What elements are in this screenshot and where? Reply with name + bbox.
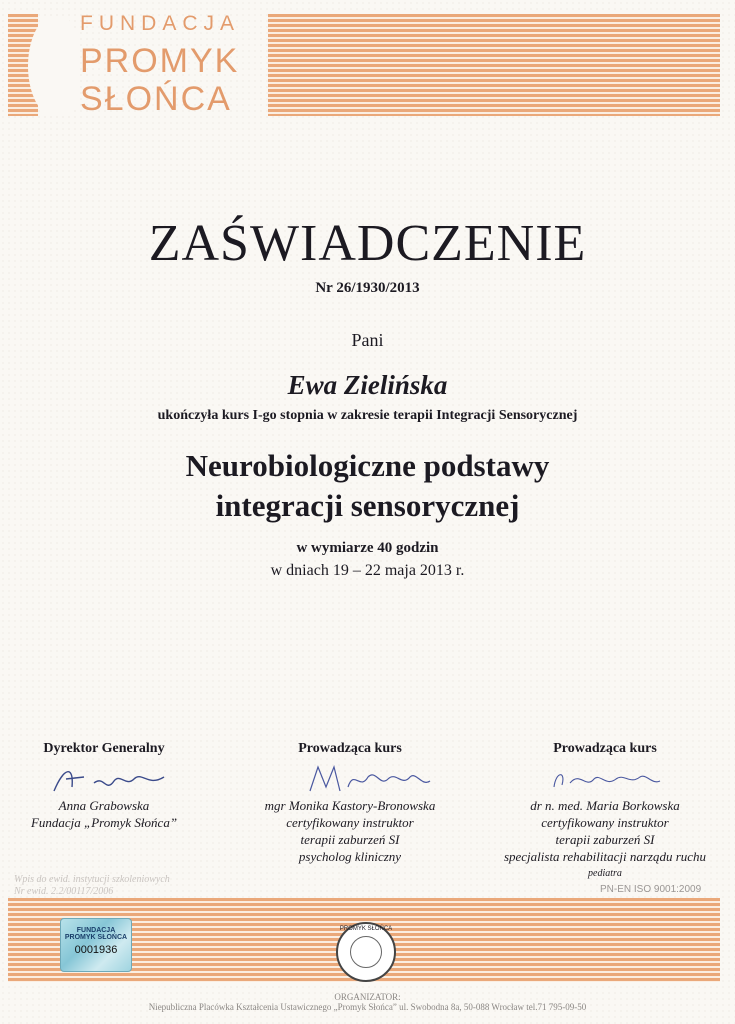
seal-inner-circle xyxy=(350,936,382,968)
signature-block-instructor-1 xyxy=(230,740,470,865)
completion-statement: ukończyła kurs I-go stopnia w zakresie terapii Integracji Sensorycznej xyxy=(157,408,578,423)
logo-line-3: SŁOŃCA xyxy=(80,80,232,118)
course-dates: w dniach 19 – 22 maja 2013 r. xyxy=(270,562,465,579)
logo-line-2: PROMYK xyxy=(80,42,240,80)
signature-title: terapii zaburzeń SI xyxy=(300,832,400,847)
signature-name: Anna Grabowska xyxy=(58,798,150,813)
hologram-line-1: FUNDACJA xyxy=(76,927,116,934)
handwritten-signature-icon xyxy=(14,757,194,797)
registry-line-1: Wpis do ewid. instytucji szkoleniowych xyxy=(14,874,170,885)
recipient-name: Ewa Zielińska xyxy=(287,370,448,400)
course-hours: w wymiarze 40 godzin xyxy=(296,540,439,556)
salutation: Pani xyxy=(351,330,384,350)
signature-role: Prowadząca kurs xyxy=(553,741,657,756)
signature-title: specjalista rehabilitacji narządu ruchu xyxy=(503,849,707,864)
hologram-line-2: PROMYK SŁOŃCA xyxy=(64,934,128,941)
iso-certification: PN-EN ISO 9001:2009 xyxy=(600,884,702,895)
hologram-number: 0001936 xyxy=(74,944,118,956)
certificate-number: Nr 26/1930/2013 xyxy=(315,280,420,296)
signature-role: Prowadząca kurs xyxy=(298,741,402,756)
handwritten-signature-icon xyxy=(230,757,470,797)
registry-note xyxy=(14,874,170,898)
seal-stamp-icon xyxy=(336,922,396,982)
organizer-label: ORGANIZATOR: xyxy=(334,992,401,1002)
signature-block-director xyxy=(14,740,194,831)
course-title-line-2: integracji sensorycznej xyxy=(215,488,520,523)
registry-line-2: Nr ewid. 2.2/00117/2006 xyxy=(14,886,114,897)
signature-title: pediatra xyxy=(588,868,622,879)
seal-text: PROMYK SŁOŃCA xyxy=(339,926,393,932)
organizer-address: Niepubliczna Placówka Kształcenia Ustawicznego „Promyk Słońca” ul. Swobodna 8a, 50-088 Wrocław tel.71 795-09-50 xyxy=(148,1002,587,1012)
signature-title: terapii zaburzeń SI xyxy=(555,832,655,847)
hologram-sticker xyxy=(60,918,132,972)
document-title: ZAŚWIADCZENIE xyxy=(148,215,587,272)
header-stripes-right xyxy=(268,14,720,116)
logo-head-silhouette-icon xyxy=(28,16,80,116)
signature-title: certyfikowany instruktor xyxy=(286,815,414,830)
signature-block-instructor-2 xyxy=(490,740,720,882)
signature-organization: Fundacja „Promyk Słońca” xyxy=(30,815,178,830)
signature-role: Dyrektor Generalny xyxy=(43,741,165,756)
signature-title: psycholog kliniczny xyxy=(298,849,402,864)
handwritten-signature-icon xyxy=(490,757,720,797)
logo-line-1: FUNDACJA xyxy=(80,12,241,35)
course-title-line-1: Neurobiologiczne podstawy xyxy=(185,448,550,483)
signature-name: dr n. med. Maria Borkowska xyxy=(530,798,680,813)
signature-title: certyfikowany instruktor xyxy=(541,815,669,830)
signature-name: mgr Monika Kastory-Bronowska xyxy=(264,798,436,813)
